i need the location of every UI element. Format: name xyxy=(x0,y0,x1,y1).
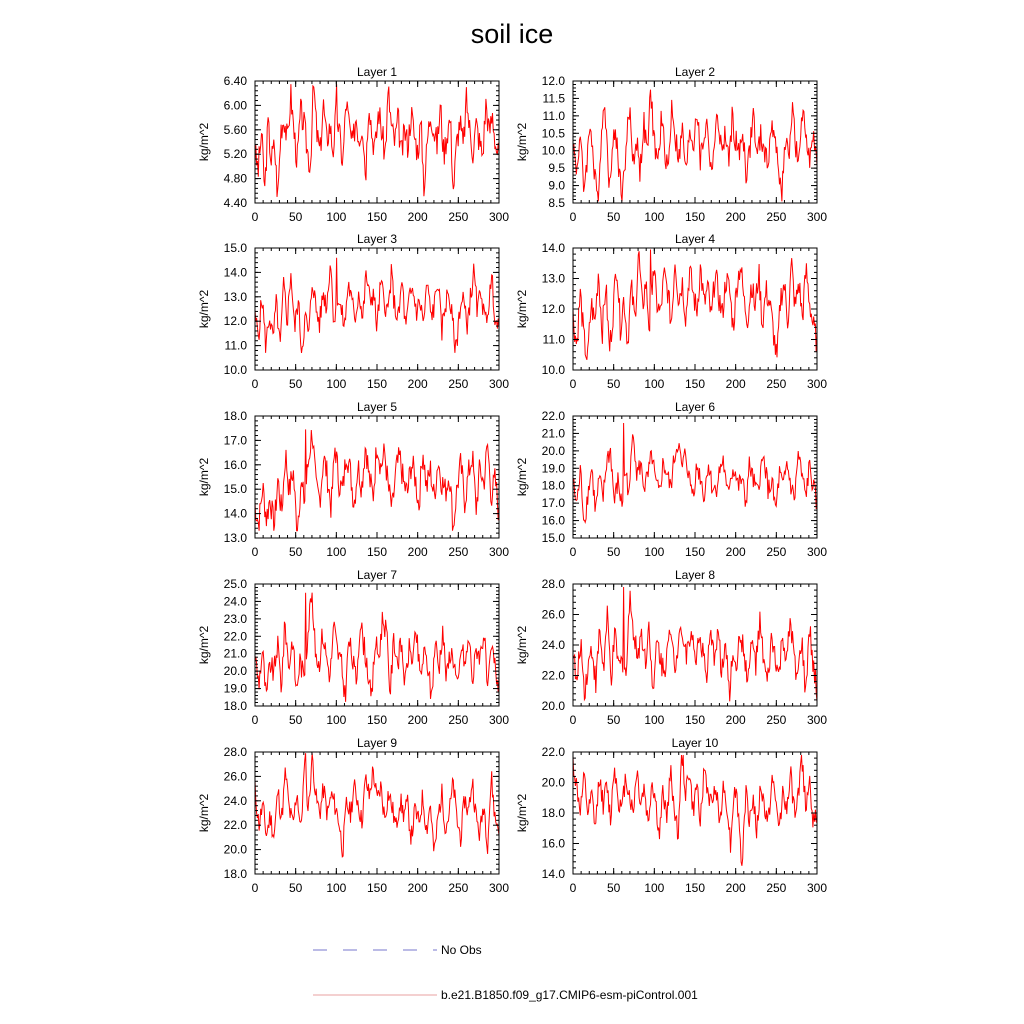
y-tick-label: 8.5 xyxy=(548,196,565,210)
x-tick-label: 200 xyxy=(725,210,746,224)
y-axis-label: kg/m^2 xyxy=(197,289,211,329)
x-tick-label: 250 xyxy=(766,713,787,727)
panel-layer-10 xyxy=(515,736,827,895)
y-axis-label: kg/m^2 xyxy=(197,793,211,833)
y-tick-label: 20.0 xyxy=(223,664,247,679)
panel-title: Layer 10 xyxy=(671,736,719,750)
y-tick-label: 22.0 xyxy=(541,745,565,759)
panel-title: Layer 9 xyxy=(356,736,398,750)
series-line xyxy=(573,90,817,202)
panel-layer-5 xyxy=(197,400,509,559)
y-tick-label: 6.00 xyxy=(223,98,247,113)
panel-title: Layer 4 xyxy=(674,232,716,246)
y-tick-label: 17.0 xyxy=(541,496,565,511)
y-tick-label: 6.40 xyxy=(223,74,247,88)
x-tick-label: 100 xyxy=(644,545,665,559)
x-tick-label: 50 xyxy=(288,210,303,224)
series-line xyxy=(255,84,499,197)
x-tick-label: 100 xyxy=(326,881,347,895)
series-line xyxy=(573,250,817,360)
y-axis-label: kg/m^2 xyxy=(515,122,529,162)
y-axis-label: kg/m^2 xyxy=(197,122,211,162)
panel-layer-1 xyxy=(197,65,509,224)
y-tick-label: 28.0 xyxy=(541,577,565,591)
legend xyxy=(313,943,698,1002)
panel-layer-4 xyxy=(515,232,827,391)
x-tick-label: 100 xyxy=(326,545,347,559)
x-tick-label: 300 xyxy=(806,210,828,224)
y-tick-label: 4.40 xyxy=(223,196,247,210)
y-tick-label: 22.0 xyxy=(223,629,247,644)
x-tick-label: 100 xyxy=(326,210,347,224)
y-tick-label: 18.0 xyxy=(223,409,247,423)
x-tick-label: 300 xyxy=(488,377,510,391)
panel-layer-7 xyxy=(197,568,509,727)
y-axis-label: kg/m^2 xyxy=(515,457,529,497)
y-tick-label: 24.0 xyxy=(541,638,565,652)
figure-title: soil ice xyxy=(470,19,554,49)
x-tick-label: 100 xyxy=(326,713,347,727)
x-tick-label: 150 xyxy=(684,377,706,391)
x-tick-label: 200 xyxy=(725,377,746,391)
x-tick-label: 150 xyxy=(684,881,706,895)
y-tick-label: 14.0 xyxy=(541,867,565,881)
x-tick-label: 300 xyxy=(806,377,828,391)
y-tick-label: 10.0 xyxy=(223,363,247,377)
panel-title: Layer 7 xyxy=(356,568,398,582)
panel-layer-2 xyxy=(515,65,827,224)
x-tick-label: 150 xyxy=(366,713,388,727)
y-tick-label: 15.0 xyxy=(223,482,247,497)
x-tick-label: 50 xyxy=(606,210,621,224)
x-tick-label: 150 xyxy=(366,377,388,391)
y-tick-label: 19.0 xyxy=(223,681,247,696)
x-tick-label: 250 xyxy=(448,713,469,727)
panel-title: Layer 6 xyxy=(674,400,716,414)
panel-title: Layer 8 xyxy=(674,568,716,582)
y-tick-label: 13.0 xyxy=(223,289,247,304)
x-tick-label: 200 xyxy=(725,713,746,727)
y-tick-label: 16.0 xyxy=(223,457,247,472)
x-tick-label: 0 xyxy=(251,377,259,391)
y-tick-label: 22.0 xyxy=(541,668,565,683)
x-tick-label: 200 xyxy=(407,881,428,895)
panel-title: Layer 2 xyxy=(674,65,716,79)
x-tick-label: 0 xyxy=(251,545,259,559)
y-tick-label: 11.5 xyxy=(542,91,565,106)
panel-layer-3 xyxy=(197,232,509,391)
y-tick-label: 18.0 xyxy=(541,806,565,820)
x-tick-label: 200 xyxy=(407,713,428,727)
y-tick-label: 28.0 xyxy=(223,745,247,759)
y-tick-label: 14.0 xyxy=(223,506,247,521)
y-tick-label: 26.0 xyxy=(541,607,565,622)
x-tick-label: 300 xyxy=(488,545,510,559)
y-tick-label: 26.0 xyxy=(223,769,247,784)
x-tick-label: 100 xyxy=(644,881,665,895)
x-tick-label: 200 xyxy=(725,881,746,895)
x-tick-label: 100 xyxy=(644,377,665,391)
y-axis-label: kg/m^2 xyxy=(515,625,529,665)
x-tick-label: 300 xyxy=(806,713,828,727)
y-tick-label: 11.0 xyxy=(224,338,247,353)
x-tick-label: 50 xyxy=(606,713,621,727)
y-tick-label: 12.0 xyxy=(541,74,565,88)
plot-frame xyxy=(255,248,499,370)
x-tick-label: 50 xyxy=(288,713,303,727)
x-tick-label: 250 xyxy=(766,881,787,895)
series-line xyxy=(573,587,817,701)
y-tick-label: 18.0 xyxy=(541,478,565,493)
y-tick-label: 5.20 xyxy=(223,147,247,162)
x-tick-label: 150 xyxy=(684,210,706,224)
y-tick-label: 19.0 xyxy=(541,461,565,476)
y-tick-label: 23.0 xyxy=(223,611,247,626)
panel-layer-9 xyxy=(197,736,509,895)
y-tick-label: 21.0 xyxy=(223,646,247,661)
x-tick-label: 0 xyxy=(569,210,577,224)
x-tick-label: 150 xyxy=(684,713,706,727)
y-tick-label: 15.0 xyxy=(541,531,565,545)
y-tick-label: 21.0 xyxy=(541,426,565,441)
x-tick-label: 250 xyxy=(766,377,787,391)
y-tick-label: 5.60 xyxy=(223,122,247,137)
y-tick-label: 10.0 xyxy=(541,363,565,377)
y-tick-label: 4.80 xyxy=(223,171,247,186)
x-tick-label: 50 xyxy=(288,377,303,391)
x-tick-label: 0 xyxy=(251,713,259,727)
y-tick-label: 22.0 xyxy=(541,409,565,423)
x-tick-label: 50 xyxy=(288,881,303,895)
x-tick-label: 300 xyxy=(488,210,510,224)
x-tick-label: 50 xyxy=(606,881,621,895)
x-tick-label: 200 xyxy=(407,377,428,391)
y-tick-label: 20.0 xyxy=(223,842,247,857)
x-tick-label: 300 xyxy=(806,545,828,559)
x-tick-label: 200 xyxy=(725,545,746,559)
x-tick-label: 0 xyxy=(569,881,577,895)
y-tick-label: 9.0 xyxy=(548,178,565,193)
y-tick-label: 10.5 xyxy=(541,126,565,141)
y-tick-label: 17.0 xyxy=(223,433,247,448)
series-line xyxy=(573,423,817,522)
legend-label-no-obs: No Obs xyxy=(441,943,482,957)
x-tick-label: 200 xyxy=(407,545,428,559)
y-tick-label: 16.0 xyxy=(541,513,565,528)
x-tick-label: 300 xyxy=(488,881,510,895)
x-tick-label: 50 xyxy=(288,545,303,559)
y-axis-label: kg/m^2 xyxy=(197,457,211,497)
x-tick-label: 50 xyxy=(606,377,621,391)
y-tick-label: 22.0 xyxy=(223,818,247,833)
y-tick-label: 13.0 xyxy=(541,271,565,286)
y-tick-label: 15.0 xyxy=(223,241,247,255)
y-tick-label: 11.0 xyxy=(542,332,565,347)
x-tick-label: 150 xyxy=(366,881,388,895)
x-tick-label: 0 xyxy=(251,210,259,224)
y-tick-label: 20.0 xyxy=(541,443,565,458)
y-tick-label: 14.0 xyxy=(541,241,565,255)
x-tick-label: 100 xyxy=(644,210,665,224)
x-tick-label: 250 xyxy=(448,545,469,559)
x-tick-label: 150 xyxy=(366,210,388,224)
x-tick-label: 300 xyxy=(806,881,828,895)
x-tick-label: 0 xyxy=(251,881,259,895)
y-tick-label: 12.0 xyxy=(541,302,565,316)
x-tick-label: 100 xyxy=(326,377,347,391)
x-tick-label: 250 xyxy=(766,545,787,559)
series-line xyxy=(255,258,499,353)
y-axis-label: kg/m^2 xyxy=(197,625,211,665)
y-axis-label: kg/m^2 xyxy=(515,793,529,833)
panels xyxy=(197,65,827,895)
x-tick-label: 0 xyxy=(569,377,577,391)
y-tick-label: 13.0 xyxy=(223,531,247,545)
x-tick-label: 250 xyxy=(448,210,469,224)
x-tick-label: 200 xyxy=(407,210,428,224)
y-tick-label: 11.0 xyxy=(542,108,565,123)
y-tick-label: 16.0 xyxy=(541,836,565,851)
legend-label-model: b.e21.B1850.f09_g17.CMIP6-esm-piControl.001 xyxy=(441,988,698,1002)
series-line xyxy=(255,429,499,530)
panel-title: Layer 3 xyxy=(356,232,398,246)
y-tick-label: 18.0 xyxy=(223,867,247,881)
y-tick-label: 24.0 xyxy=(223,793,247,808)
panel-title: Layer 5 xyxy=(356,400,398,414)
panel-title: Layer 1 xyxy=(356,65,398,79)
plot-frame xyxy=(573,416,817,538)
y-tick-label: 25.0 xyxy=(223,577,247,591)
y-tick-label: 18.0 xyxy=(223,699,247,713)
x-tick-label: 250 xyxy=(766,210,787,224)
series-line xyxy=(573,755,817,866)
y-tick-label: 24.0 xyxy=(223,594,247,609)
x-tick-label: 0 xyxy=(569,713,577,727)
panel-layer-6 xyxy=(515,400,827,559)
x-tick-label: 0 xyxy=(569,545,577,559)
series-line xyxy=(255,753,499,857)
series-line xyxy=(255,593,499,702)
panel-layer-8 xyxy=(515,568,827,727)
x-tick-label: 150 xyxy=(684,545,706,559)
x-tick-label: 100 xyxy=(644,713,665,727)
y-tick-label: 9.5 xyxy=(548,161,565,176)
y-tick-label: 14.0 xyxy=(223,265,247,280)
y-tick-label: 20.0 xyxy=(541,775,565,790)
x-tick-label: 150 xyxy=(366,545,388,559)
x-tick-label: 300 xyxy=(488,713,510,727)
x-tick-label: 50 xyxy=(606,545,621,559)
y-axis-label: kg/m^2 xyxy=(515,289,529,329)
y-tick-label: 12.0 xyxy=(223,314,247,329)
x-tick-label: 250 xyxy=(448,377,469,391)
y-tick-label: 10.0 xyxy=(541,143,565,158)
y-tick-label: 20.0 xyxy=(541,699,565,713)
x-tick-label: 250 xyxy=(448,881,469,895)
